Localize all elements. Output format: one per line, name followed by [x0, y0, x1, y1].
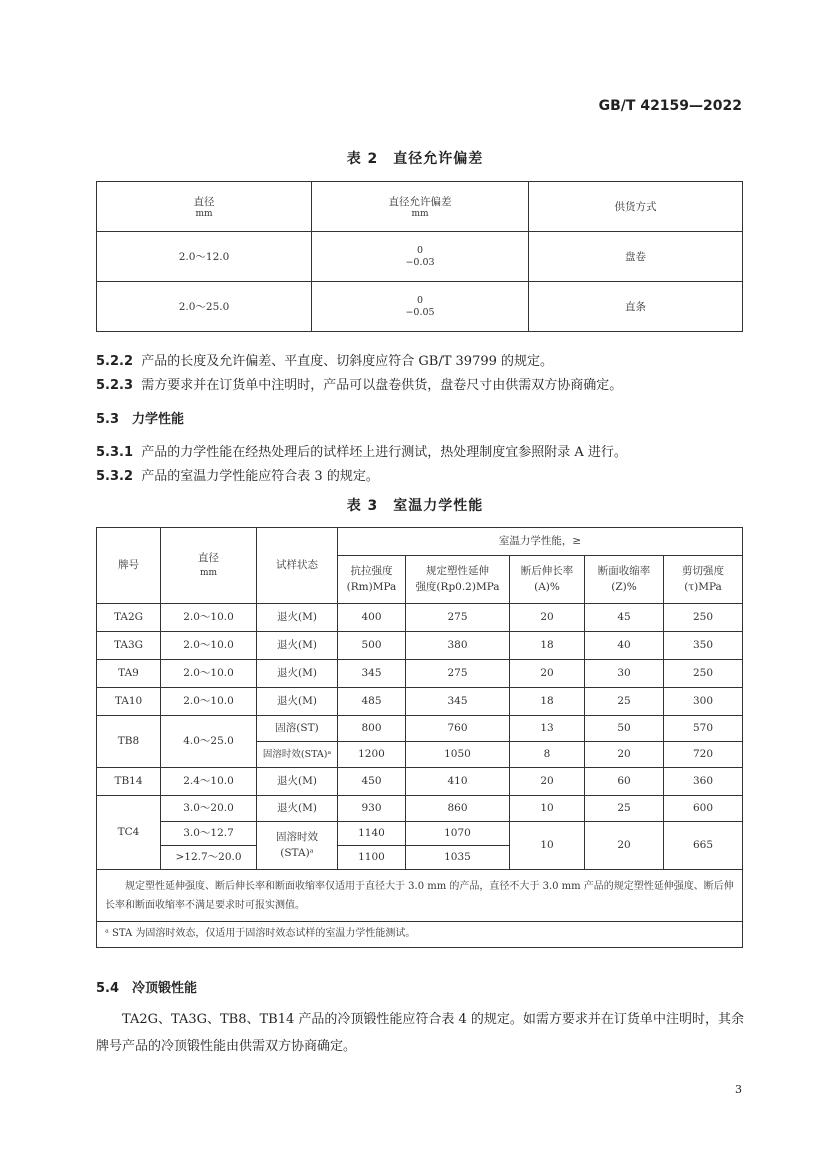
t3-cell-z: 25	[585, 688, 664, 716]
table-row	[97, 660, 743, 688]
t3-header-rm: 抗拉强度 (Rm)MPa	[338, 556, 406, 604]
table-row	[97, 232, 743, 282]
section-5-4-body: TA2G、TA3G、TB8、TB14 产品的冷顶锻性能应符合表 4 的规定。如需方要求并在订货单中注明时，其余牌号产品的冷顶锻性能由供需双方协商确定。	[96, 1012, 744, 1054]
t3-footnote: ᵃ STA 为固溶时效态，仅适用于固溶时效态试样的室温力学性能测试。	[97, 922, 743, 948]
t3-cell-rp: 410	[406, 768, 510, 796]
t3-cell-grade: TA3G	[97, 632, 161, 660]
t3-cell-a: 13	[510, 716, 585, 742]
t3-cell-rm: 345	[338, 660, 406, 688]
t3-cell-z: 20	[585, 742, 664, 768]
t3-cell-rp: 345	[406, 688, 510, 716]
table-row	[97, 796, 743, 822]
t3-header-a: 断后伸长率 (A)%	[510, 556, 585, 604]
t3-cell-state: 退火(M)	[257, 768, 338, 796]
t3-cell-z: 30	[585, 660, 664, 688]
t2-cell-tolerance: 0 −0.03	[312, 232, 529, 282]
t3-cell-rm: 1200	[338, 742, 406, 768]
t3-cell-state: 退火(M)	[257, 604, 338, 632]
t3-cell-rp: 380	[406, 632, 510, 660]
t3-header-rp: 规定塑性延伸 强度(Rp0.2)MPa	[406, 556, 510, 604]
t3-cell-tau: 300	[664, 688, 743, 716]
t2-cell-diameter: 2.0～12.0	[97, 232, 312, 282]
t3-cell-state: 退火(M)	[257, 632, 338, 660]
t3-cell-state: 退火(M)	[257, 660, 338, 688]
t3-cell-tau: 250	[664, 660, 743, 688]
t3-cell-tau: 350	[664, 632, 743, 660]
t3-cell-rp: 275	[406, 660, 510, 688]
table3	[96, 527, 743, 948]
t3-header-diameter: 直径 mm	[161, 528, 257, 604]
clause-5-2-2: 5.2.2 产品的长度及允许偏差、平直度、切斜度应符合 GB/T 39799 的规定。	[96, 354, 554, 369]
t2-header-supply: 供货方式	[529, 182, 743, 232]
t3-cell-diameter: 2.0～10.0	[161, 604, 257, 632]
t3-header-z: 断面收缩率 (Z)%	[585, 556, 664, 604]
clause-5-3-1: 5.3.1 产品的力学性能在经热处理后的试样坯上进行测试，热处理制度宜参照附录 A 进行。	[96, 445, 627, 460]
t3-cell-z: 40	[585, 632, 664, 660]
t3-cell-rm: 485	[338, 688, 406, 716]
t3-cell-rm: 500	[338, 632, 406, 660]
table2-caption: 表 2 直径允许偏差	[346, 151, 484, 167]
t2-cell-diameter: 2.0～25.0	[97, 282, 312, 332]
t3-cell-z: 25	[585, 796, 664, 822]
t3-cell-rp: 1035	[406, 846, 510, 870]
t3-cell-tau: 360	[664, 768, 743, 796]
t3-cell-grade: TC4	[97, 796, 161, 870]
t3-cell-state: 固溶(ST)	[257, 716, 338, 742]
table-row	[97, 716, 743, 742]
t3-cell-a: 20	[510, 768, 585, 796]
t3-cell-rm: 1100	[338, 846, 406, 870]
t3-cell-rm: 800	[338, 716, 406, 742]
table-row	[97, 282, 743, 332]
t3-cell-diameter: 4.0～25.0	[161, 716, 257, 768]
t3-cell-tau: 570	[664, 716, 743, 742]
t3-cell-diameter: 2.4～10.0	[161, 768, 257, 796]
t2-cell-supply: 直条	[529, 282, 743, 332]
t3-cell-tau: 600	[664, 796, 743, 822]
t3-header-group: 室温力学性能，≥	[338, 528, 743, 556]
t3-cell-z: 60	[585, 768, 664, 796]
t3-cell-rp: 1070	[406, 822, 510, 846]
section-5-3-heading: 5.3 力学性能	[96, 412, 185, 427]
t3-cell-tau: 250	[664, 604, 743, 632]
t3-note: 规定塑性延伸强度、断后伸长率和断面收缩率仅适用于直径大于 3.0 mm 的产品，直径不大于 3.0 mm 产品的规定塑性延伸强度、断后伸长率和断面收缩率不满足要求时可报实测值。	[97, 870, 743, 922]
t2-header-tolerance: 直径允许偏差 mm	[312, 182, 529, 232]
t3-cell-diameter: 2.0～10.0	[161, 632, 257, 660]
table-row	[97, 632, 743, 660]
t2-cell-tolerance: 0 −0.05	[312, 282, 529, 332]
t3-cell-a: 10	[510, 796, 585, 822]
t3-cell-z: 20	[585, 822, 664, 870]
t3-cell-diameter: 3.0～12.7	[161, 822, 257, 846]
table2	[96, 181, 743, 332]
t3-cell-z: 45	[585, 604, 664, 632]
section-5-4-heading: 5.4 冷顶锻性能	[96, 981, 198, 996]
table-row	[97, 604, 743, 632]
table-row	[97, 822, 743, 846]
t3-cell-diameter: 2.0～10.0	[161, 688, 257, 716]
t3-cell-rp: 760	[406, 716, 510, 742]
t3-cell-rm: 1140	[338, 822, 406, 846]
t3-header-grade: 牌号	[97, 528, 161, 604]
table-row	[97, 768, 743, 796]
t3-cell-diameter: 3.0～20.0	[161, 796, 257, 822]
t3-cell-rp: 275	[406, 604, 510, 632]
t2-header-diameter: 直径 mm	[97, 182, 312, 232]
t3-cell-rp: 1050	[406, 742, 510, 768]
t3-cell-z: 50	[585, 716, 664, 742]
t3-cell-grade: TA10	[97, 688, 161, 716]
clause-5-2-3: 5.2.3 需方要求并在订货单中注明时，产品可以盘卷供货，盘卷尺寸由供需双方协商确定。	[96, 378, 623, 393]
clause-5-3-2: 5.3.2 产品的室温力学性能应符合表 3 的规定。	[96, 469, 379, 484]
t3-cell-rp: 860	[406, 796, 510, 822]
t2-cell-supply: 盘卷	[529, 232, 743, 282]
page-number: 3	[735, 1083, 742, 1096]
t3-header-tau: 剪切强度 (τ)MPa	[664, 556, 743, 604]
t3-cell-a: 20	[510, 660, 585, 688]
t3-cell-tau: 665	[664, 822, 743, 870]
t3-cell-state: 退火(M)	[257, 796, 338, 822]
t3-cell-state: 退火(M)	[257, 688, 338, 716]
t3-cell-grade: TA2G	[97, 604, 161, 632]
table-row	[97, 688, 743, 716]
t3-cell-a: 10	[510, 822, 585, 870]
t3-header-state: 试样状态	[257, 528, 338, 604]
t3-cell-a: 8	[510, 742, 585, 768]
t3-cell-rm: 450	[338, 768, 406, 796]
t3-cell-rm: 930	[338, 796, 406, 822]
t3-cell-state: 固溶时效 (STA)ᵃ	[257, 822, 338, 870]
t3-cell-diameter: >12.7～20.0	[161, 846, 257, 870]
t3-cell-grade: TB8	[97, 716, 161, 768]
t3-cell-a: 18	[510, 688, 585, 716]
standard-number: GB/T 42159—2022	[598, 98, 742, 114]
t3-cell-state: 固溶时效(STA)ᵃ	[257, 742, 338, 768]
table3-caption: 表 3 室温力学性能	[346, 498, 484, 514]
t3-cell-rm: 400	[338, 604, 406, 632]
t3-cell-tau: 720	[664, 742, 743, 768]
t3-cell-a: 18	[510, 632, 585, 660]
t3-cell-grade: TA9	[97, 660, 161, 688]
t3-cell-a: 20	[510, 604, 585, 632]
t3-cell-diameter: 2.0～10.0	[161, 660, 257, 688]
t3-cell-grade: TB14	[97, 768, 161, 796]
